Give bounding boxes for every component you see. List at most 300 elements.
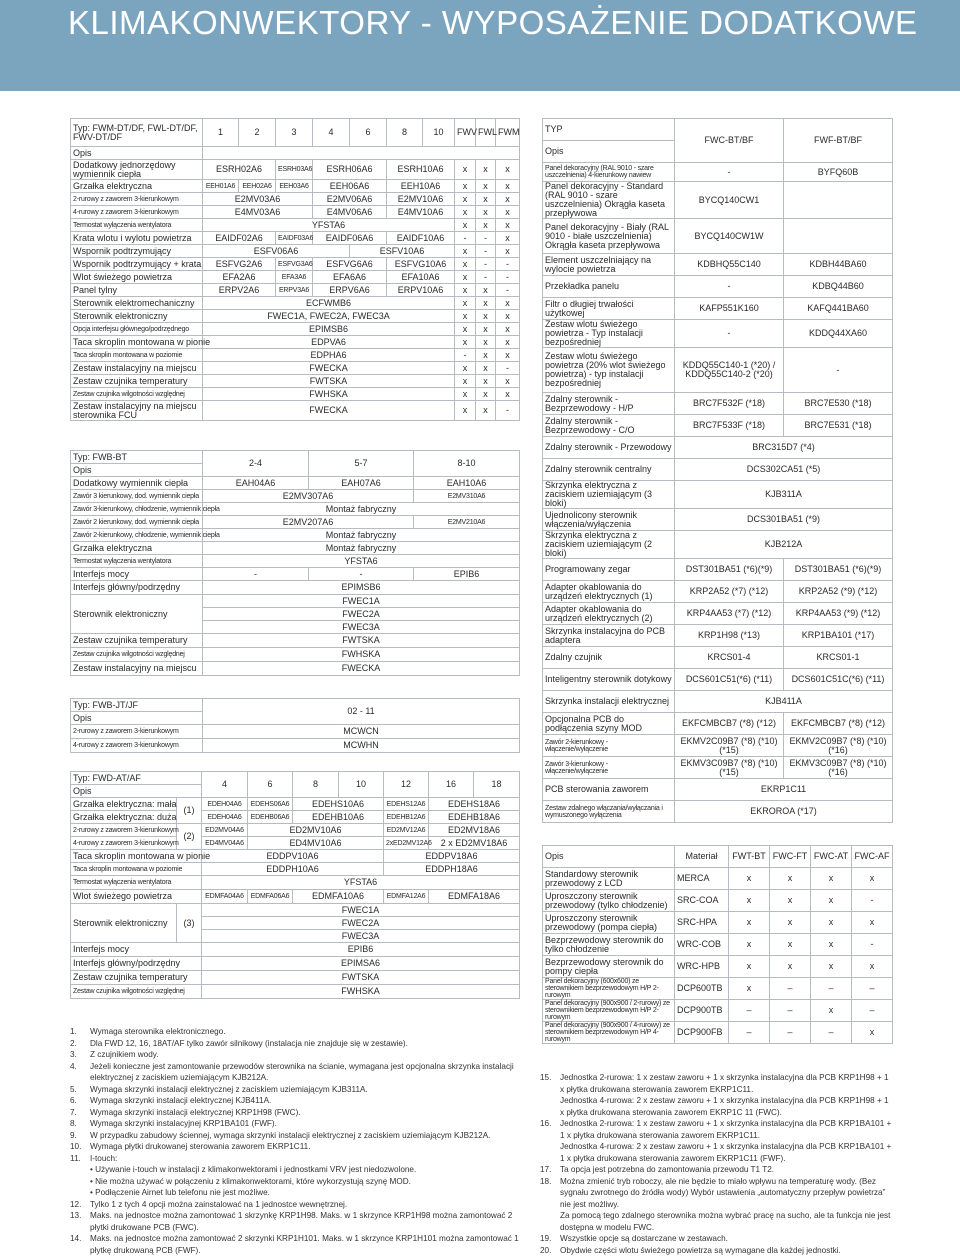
table-cell: x [852,1022,893,1044]
footnote [540,1245,892,1257]
table-cell: Montaż fabryczny [203,503,520,516]
footnote-number: 9. [70,1130,77,1140]
table-row [71,271,520,284]
table-cell: Grzałka elektryczna [71,180,203,193]
table-cell: KJB311A [675,481,893,509]
table-cell: Interfejs główny/podrzędny [71,957,202,971]
table-cell: BYCQ140CW1W [675,219,784,254]
table-cell: 8 [293,772,339,798]
table-cell: 2-rurowy z zaworem 3-kierunkowym [71,725,203,739]
table-cell: ESFV10A6 [350,245,455,258]
table-cell: - [309,568,414,581]
table-row [71,147,520,160]
table-row [543,276,893,298]
table-cell: KDBH44BA60 [784,254,893,276]
table-cell: SRC-COA [675,890,729,912]
table-cell: x [811,912,852,934]
table-cell: KDBHQ55C140 [675,254,784,276]
table-cell: E2MV310A6 [414,490,520,503]
table-cell: Opis [71,785,202,798]
table-cell: Zestaw instalacyjny na miejscu sterownika FCU [71,401,203,421]
table-cell: - [675,163,784,182]
table-row [71,542,520,555]
table-cell: x [455,375,476,388]
table-row [543,320,893,348]
table-cell: FWEC1A, FWEC2A, FWEC3A [203,310,455,323]
table-cell: FWEC1A [202,904,520,917]
footnote-number: 15. [540,1073,552,1082]
table-cell: EEH03A6 [276,180,313,193]
table-row [71,477,520,490]
table-cell: - [675,276,784,298]
table-cell: Montaż fabryczny [203,529,520,542]
table-cell: Standardowy sterownik przewodowy z LCD [543,868,675,890]
table-cell: KRP2A52 (*7) (*12) [675,581,784,603]
table-row [71,388,520,401]
footnote [540,1141,892,1164]
table-cell: Materiał [675,846,729,868]
table-cell: ERPV6A6 [313,284,387,297]
table-row [543,912,893,934]
table-row [543,182,893,219]
table-cell: 10 [339,772,384,798]
table-cell: Zestaw wlotu świeżego powietrza - Typ instalacji bezpośredniej [543,320,675,348]
table-cell: x [770,890,811,912]
footnote-number: 8. [70,1119,77,1128]
table-cell: Panel dekoracyjny (RAL 9010 - szare uszczelnienia) 4-kierunkowy nawiew [543,163,675,182]
table-row [71,811,520,824]
table-cell: E2MV06A6 [313,193,387,206]
table-cell: Adapter okablowania do urządzeń elektrycznych (2) [543,603,675,625]
table-row [71,349,520,362]
table-cell: FWTSKA [203,634,520,648]
table-cell: FWTSKA [202,971,520,985]
table-cell: x [455,297,476,310]
table-row [543,348,893,393]
table-fwm-fwl-fwv [70,118,520,421]
table-cell: - [852,890,893,912]
table-row [71,662,520,676]
footnote-text: Obydwie części wlotu świeżego powietrza są wymagane dla każdej jednostki. [560,1245,841,1255]
table-cell: – [770,1022,811,1044]
table-cell: - [784,348,893,393]
table-cell: Krata wlotu i wylotu powietrza [71,232,203,245]
table-row [543,625,893,647]
table-cell: Zawór 3 kierunkowy, dod. wymiennik ciepła [71,490,203,503]
table-cell: WRC-COB [675,934,729,956]
table-row [543,956,893,978]
table-cell: KAFQ441BA60 [784,298,893,320]
table-cell: x [455,245,476,258]
table-cell: 6 [350,119,387,147]
footnote-number: 3. [70,1050,77,1059]
table-cell: (1) [177,798,202,824]
footnote [70,1210,520,1233]
table-cell: x [811,934,852,956]
table-cell: Grzałka elektryczna: duża [71,811,177,824]
table-cell: Sterownik elektroniczny [71,310,203,323]
table-cell: Skrzynka instalacji elektrycznej [543,691,675,713]
table-cell: x [811,890,852,912]
table-cell: FWF-BT/BF [784,119,893,163]
table-cell: EDMFA18A6 [429,890,520,904]
table-cell: ERPV10A6 [387,284,455,297]
table-cell: x [455,388,476,401]
table-cell: x [496,349,520,362]
table-row [71,206,520,219]
table-cell: x [496,206,520,219]
table-cell: EPIMSA6 [202,957,520,971]
footnote-number [70,1164,90,1176]
table-cell: ED2MV10A6 [248,824,384,837]
table-cell: 2-rurowy z zaworem 3-kierunkowym [71,193,203,206]
footnote-number: 20. [540,1245,552,1255]
table-cell: FWEC3A [203,621,520,634]
footnote-number: 2. [70,1038,77,1048]
table-cell: Grzałka elektryczna [71,542,203,555]
footnote-text: Maks. na jednostce można zamontować 1 skrzynkę KRP1H98. Maks. w 1 skrzynce KRP1H98 można zamontować 2 płytki drukowane PCB (FWC). [90,1211,513,1232]
table-row [543,1000,893,1022]
table-cell: EAH04A6 [203,477,309,490]
table-cell: 1 [203,119,239,147]
table-cell: x [496,232,520,245]
table-cell: 3 [276,119,313,147]
table-cell: EFA2A6 [203,271,276,284]
footnote [540,1176,892,1211]
table-cell: x [476,219,496,232]
table-cell: - [852,934,893,956]
table-cell: EDPVA6 [203,336,455,349]
footnote-text: I-touch: [90,1153,118,1163]
table-cell: Montaż fabryczny [203,542,520,555]
table-row [543,581,893,603]
table-cell: Wspornik podtrzymujący [71,245,203,258]
table-cell: Panel dekoracyjny (900x900 / 4-rurowy) ze sterownikiem bezprzewodowym H/P 4-rurowym [543,1022,675,1044]
table-cell: Zawór 2 kierunkowy, dod. wymiennik ciepła [71,516,203,529]
table-fwb-jt-jf [70,698,520,753]
table-cell: Panel dekoracyjny (600x600) ze sterownikiem bezprzewodowym H/P 2-rurowym [543,978,675,1000]
table-cell: Taca skroplin montowana w poziomie [71,863,202,876]
table-cell: Zdalny czujnik [543,647,675,669]
table-cell [784,219,893,254]
table-cell: FWTSKA [203,375,455,388]
table-row [71,634,520,648]
footnote [70,1130,520,1142]
table-cell: x [729,868,770,890]
table-cell: FWEC2A [203,608,520,621]
footnote-text: Jednostka 4-rurowa: 2 x zestaw zaworu + 1 x skrzynka instalacyjna dla PCB KRP1BA101 + 1 x płytka drukowana sterowania zaworem EKRP1C11 (FWF). [560,1142,892,1163]
table-cell: x [496,160,520,180]
table-row [71,323,520,336]
footnote-number [540,1210,560,1233]
footnote-number: 7. [70,1107,77,1117]
table-cell: ESRH06A6 [313,160,387,180]
table-cell: - [476,245,496,258]
table-cell: Zestaw wlotu świeżego powietrza (20% wlot świeżego powietrza) - typ instalacji bezpośredniej [543,348,675,393]
table-row [71,119,520,147]
table-cell: 6 [248,772,293,798]
table-cell: Opis [71,147,203,160]
table-fwb-bt [70,450,520,676]
table-cell: 5-7 [309,451,414,477]
table-row [71,297,520,310]
table-cell: - [496,271,520,284]
table-cell: Taca skroplin montowana w pionie [71,850,202,863]
table-row [543,890,893,912]
table-cell: EPIMSB6 [203,323,455,336]
table-cell: Sterownik elektroniczny [71,904,177,943]
table-cell: x [496,193,520,206]
footnote-number: 17. [540,1165,552,1174]
table-cell: KRP1H98 (*13) [675,625,784,647]
table-cell: Bezprzewodowy sterownik do tylko chłodzenie [543,934,675,956]
table-cell [203,147,520,160]
table-row [543,393,893,415]
footnote [70,1038,520,1050]
table-row [543,757,893,779]
table-cell: Zestaw instalacyjny na miejscu [71,662,203,676]
footnote [540,1118,892,1141]
footnote [70,1049,520,1061]
table-row [71,863,520,876]
table-cell: EDEHB18A6 [429,811,520,824]
table-cell: Opis [543,141,675,163]
table-cell: x [476,193,496,206]
footnote-number [540,1095,560,1118]
table-row [543,735,893,757]
table-cell: E4MV03A6 [203,206,313,219]
table-cell: ESFV06A6 [203,245,350,258]
table-cell: FWC-AF [852,846,893,868]
footnote-text: Wymaga sterownika elektronicznego. [90,1027,226,1036]
table-cell: FWV [455,119,476,147]
table-row [71,401,520,421]
table-cell: FWEC2A [202,917,520,930]
table-cell: Skrzynka elektryczna z zaciskiem uziemiającym (2 bloki) [543,531,675,559]
table-row [71,595,520,608]
table-row [71,985,520,999]
table-row [71,451,520,464]
table-cell: EFA10A6 [387,271,455,284]
table-cell: x [496,297,520,310]
footnote-text: Maks. na jednostce można zamontować 2 skrzynki KRP1H101. Maks. w 1 skrzynce KRP1H101 można zamontować 1 płytkę drukowaną PCB (FWF). [90,1234,519,1255]
table-row [71,725,520,739]
table-cell: DCP900FB [675,1022,729,1044]
table-cell: EEH10A6 [387,180,455,193]
table-cell: - [203,568,309,581]
table-row [543,254,893,276]
table-cell: x [476,336,496,349]
table-cell: 4-rurowy z zaworem 3-kierunkowym [71,739,203,753]
footnote-number: 13. [70,1211,82,1220]
table-cell: E4MV10A6 [387,206,455,219]
table-cell: KRCS01-4 [675,647,784,669]
table-cell: Bezprzewodowy sterownik do pompy ciepła [543,956,675,978]
table-cell: Sterownik elektromechaniczny [71,297,203,310]
table-cell: – [729,1022,770,1044]
table-cell: x [770,934,811,956]
table-fwd-at-af [70,771,520,999]
table-cell: YFSTA6 [203,219,455,232]
table-cell: Opis [71,712,203,725]
table-cell: – [811,1022,852,1044]
table-row [543,978,893,1000]
table-cell: - [476,232,496,245]
table-cell: KRP1BA101 (*17) [784,625,893,647]
footnote-text: • Podłączenie Airnet lub telefonu nie jest możliwe. [90,1188,270,1197]
table-cell: KDDQ44XA60 [784,320,893,348]
table-cell: ED2MV04A6 [202,824,248,837]
table-cell: EPIMSB6 [203,581,520,595]
footnote [540,1210,892,1233]
table-cell: ESFVG6A6 [313,258,387,271]
table-cell: – [852,1000,893,1022]
footnote-number: 18. [540,1176,552,1186]
footnotes-right [540,1072,892,1256]
table-cell: FWC-AT [811,846,852,868]
table-cell: EDEHS12A6 [384,798,429,811]
table-cell: EDEHB12A6 [384,811,429,824]
table-row [71,837,520,850]
table-cell: Wlot świeżego powietrza [71,271,203,284]
footnote [70,1176,520,1188]
footnote [540,1095,892,1118]
table-cell: Typ: FWB-BT [71,451,203,464]
table-cell: DST301BA51 (*6)(*9) [784,559,893,581]
table-cell: EDMFA04A6 [202,890,248,904]
table-cell: x [455,362,476,375]
table-cell: DCS601C51(*6) (*11) [675,669,784,691]
table-cell: FWC-FT [770,846,811,868]
table-cell: Typ: FWB-JT/JF [71,699,203,712]
table-cell: EAIDF10A6 [387,232,455,245]
table-cell: Uproszczony sterownik przewodowy (tylko chłodzenie) [543,890,675,912]
table-cell: Typ: FWM-DT/DF, FWL-DT/DF, FWV-DT/DF [71,119,203,147]
table-cell: x [852,956,893,978]
table-cell: MERCA [675,868,729,890]
table-cell: KRP2A52 (*9) (*12) [784,581,893,603]
table-cell: x [476,310,496,323]
table-cell: BRC7E530 (*18) [784,393,893,415]
table-cell: FWHSKA [203,388,455,401]
table-cell: x [729,934,770,956]
table-cell: - [496,284,520,297]
table-cell: EDMFA12A6 [384,890,429,904]
table-cell: x [496,310,520,323]
table-cell: 2xED2MV12A6 [384,837,429,850]
footnote-text: • Używanie i-touch w instalacji z klimakonwektorami i jednostkami VRV jest niedozwolone. [90,1165,417,1174]
table-cell: BRC7F532F (*18) [675,393,784,415]
footnote-number: 10. [70,1142,82,1151]
table-cell: Zawór 3-kierunkowy - włączenie/wyłączenie [543,757,675,779]
table-row [71,957,520,971]
table-row [71,739,520,753]
table-cell: EKFCMBCB7 (*8) (*12) [675,713,784,735]
table-cell: 2 x ED2MV18A6 [429,837,520,850]
table-cell: Przekładka panelu [543,276,675,298]
table-row [543,459,893,481]
table-cell: Wlot świeżego powietrza [71,890,202,904]
table-cell: x [455,336,476,349]
footnote [70,1026,520,1038]
table-cell: - [476,258,496,271]
table-cell: x [476,284,496,297]
table-cell: FWHSKA [202,985,520,999]
table-cell: EAIDF02A6 [203,232,276,245]
table-cell: x [496,375,520,388]
table-cell: ED2MV12A6 [384,824,429,837]
footnote [70,1107,520,1119]
table-cell: – [770,978,811,1000]
table-cell: EEH01A6 [203,180,239,193]
table-cell: x [476,180,496,193]
table-cell: x [476,323,496,336]
footnote-number [70,1176,90,1188]
footnote [70,1141,520,1153]
table-row [71,555,520,568]
table-cell: EDDPH18A6 [384,863,520,876]
table-cell: EKMV2C09B7 (*8) (*10) (*15) [675,735,784,757]
table-cell: - [476,271,496,284]
table-cell: ESFVG10A6 [387,258,455,271]
table-cell: E2MV210A6 [414,516,520,529]
table-cell: Dodatkowy wymiennik ciepła [71,477,203,490]
table-cell: x [496,180,520,193]
table-cell: FWECKA [203,401,455,421]
table-row [71,876,520,890]
table-cell: EKMV3C09B7 (*8) (*10) (*15) [675,757,784,779]
table-cell: 8-10 [414,451,520,477]
table-row [543,481,893,509]
footnote [70,1164,520,1176]
table-cell: Zdalny sterownik - Bezprzewodowy - H/P [543,393,675,415]
footnote-text: Jednostka 4-rurowa: 2 x zestaw zaworu + 1 x skrzynka instalacyjna dla PCB KRP1H98 + 1 x płytka drukowana sterowania zaworem EKRP1C 11 (FWC). [560,1096,889,1117]
table-cell: EDEHS06A6 [248,798,293,811]
footnote [540,1164,892,1176]
table-cell: FWECKA [203,662,520,676]
table-cell: - [675,320,784,348]
table-cell: ESRH10A6 [387,160,455,180]
table-row [71,648,520,662]
table-cell: KRP4AA53 (*9) (*12) [784,603,893,625]
table-cell: – [770,1000,811,1022]
table-cell: x [496,245,520,258]
table-cell: 2-rurowy z zaworem 3-kierunkowym [71,824,177,837]
table-row [543,437,893,459]
table-cell: KRCS01-1 [784,647,893,669]
table-cell: Zestaw czujnika temperatury [71,634,203,648]
table-cell: 4-rurowy z zaworem 3-kierunkowym [71,837,177,850]
table-cell: x [729,956,770,978]
table-row [71,336,520,349]
table-cell: EKRP1C11 [675,779,893,801]
table-cell: x [476,375,496,388]
table-cell: Zestaw czujnika temperatury [71,971,202,985]
table-cell: x [770,868,811,890]
footnote-number [70,1187,90,1199]
footnote-text: Wymaga skrzynki instalacyjnej KRP1BA101 (FWF). [90,1119,277,1128]
table-row [71,971,520,985]
table-cell: Sterownik elektroniczny [71,595,203,634]
table-cell: DCS601C51C(*6) (*11) [784,669,893,691]
table-cell: DCP900TB [675,1000,729,1022]
table-cell: E2MV03A6 [203,193,313,206]
table-cell: EDMFA06A6 [248,890,293,904]
table-row [71,362,520,375]
table-row [71,232,520,245]
table-cell: Zdalny sterownik - Bezprzewodowy - C/O [543,415,675,437]
table-cell: Skrzynka instalacyjna do PCB adaptera [543,625,675,647]
